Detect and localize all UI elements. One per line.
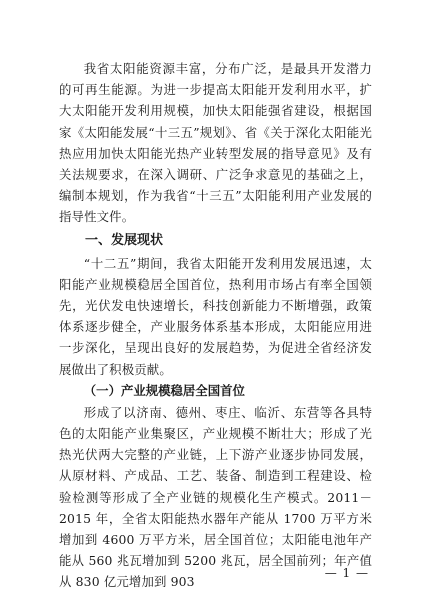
section-paragraph: “十二五”期间，我省太阳能开发利用发展迅速，太阳能产业规模稳居全国首位，热利用市场占有率全国领先，光伏发电快速增长，科技创新能力不断增强，政策体系逐步健全，产业服务体系基本形成，太阳能应用进一步深化，呈现出良好的发展趋势，为促进全省经济发展做出了积极贡献。 [59, 255, 372, 377]
body-text [59, 58, 372, 593]
section-heading: 一、发展现状 [85, 232, 164, 248]
subsection-paragraph: 形成了以济南、德州、枣庄、临沂、东营等各具特色的太阳能产业集聚区，产业规模不断壮大；形成了光热光伏两大完整的产业链，上下游产业逐步协同发展，从原材料、产成品、工艺、装备、制造到工程建设、检验检测等形成了全产业链的规模化生产模式。2011－2015 年，全省太阳能热水器年产能从 1700 万平方米增加到 4600 万平方米，居全国首位；太阳能电池年产能从 560 兆瓦增加到 5200 兆瓦，居全国前列；年产值从 830 亿元增加到 903 [59, 404, 372, 590]
page-number: — 1 — [324, 566, 369, 580]
intro-paragraph: 我省太阳能资源丰富，分布广泛，是最具开发潜力的可再生能源。为进一步提高太阳能开发利用水平，扩大太阳能开发利用规模，加快太阳能强省建设，根据国家《太阳能发展“十三五”规划》、省《关于深化太阳能光热应用加快太阳能光热产业转型发展的指导意见》及有关法规要求，在深入调研、广泛争求意见的基础之上，编制本规划，作为我省“十三五”太阳能利用产业发展的指导性文件。 [59, 61, 372, 225]
subsection-heading: （一）产业规模稳居全国首位 [83, 382, 245, 398]
